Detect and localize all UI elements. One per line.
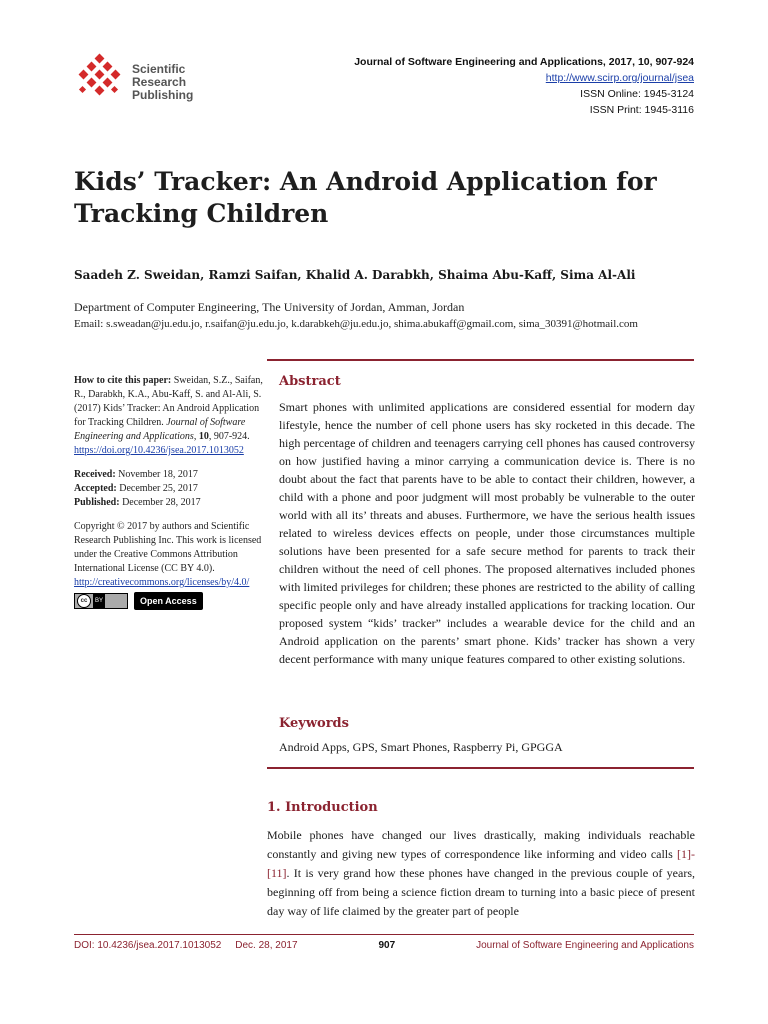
published-date: December 28, 2017 [122, 497, 201, 508]
footer-date: Dec. 28, 2017 [235, 940, 298, 951]
page-number: 907 [378, 940, 396, 951]
footer-doi: DOI: 10.4236/jsea.2017.1013052 [74, 940, 222, 951]
footer-divider [74, 934, 694, 935]
how-to-cite: How to cite this paper: Sweidan, S.Z., Saifan, R., Darabkh, K.A., Abu-Kaff, S. and Al-Ali, S. (2017) Kids’ Tracker: An Android Application for Tracking Children. Journal of Software Engineering and Applications, 10, 907-924. https://doi.org/10.4236/jsea.2017.1013052 [74, 375, 263, 456]
received-date: November 18, 2017 [118, 469, 198, 480]
introduction-heading: 1. Introduction [267, 800, 378, 815]
received-label: Received: [74, 469, 116, 480]
publisher-name [132, 63, 193, 102]
copyright-notice [74, 520, 264, 590]
paper-title-line: Kids’ Tracker: An Android Application for [74, 167, 657, 196]
cc-by-badge[interactable] [74, 593, 128, 609]
copyright-text: Copyright © 2017 by authors and Scientific Research Publishing Inc. This work is licensed under the Creative Commons Attribution International License (CC BY 4.0). [74, 521, 262, 574]
by-icon: BY [93, 593, 105, 609]
abstract-text: Smart phones with unlimited applications are considered essential for modern day lifestyle, hence the number of cell phone users has sky rocketed in this decade. The high percentage of children and teenagers carrying cell phones has caused controversy on how justified having a minor carrying a communication device is. There is no doubt about the fact that parents have to be able to contact their children, however, a child with a phone and poor judgment will most probably be vulnerable to the outer world with all its’ threats and abuses. Furthermore, we have the serious health issues related to wireless devices effects on people, under those circumstances multiple solutions have been presented for a safe secure method for parents to track their children without the need of cell phones. The proposed alternatives included phones with limited privileges for children; these phones are restricted to the ability of calling specific people only and have already installed applications for tracking location. Our proposed system “kids’ tracker” includes a wearable device for the child and an Android application on the parents’ smart phone. Kids’ tracker has shown a very decent performance with many unique features compared to other existing solutions. [279, 400, 695, 666]
license-link[interactable]: http://creativecommons.org/licenses/by/4.0/ [74, 577, 250, 588]
cite-label: How to cite this paper: [74, 375, 172, 386]
cite-text: Sweidan, S.Z., Saifan, R., Darabkh, K.A., Abu-Kaff, S. and Al-Ali, S. (2017) Kids’ Tracker: An Android Application for Tracking Children. [74, 375, 263, 428]
section-divider [267, 767, 694, 769]
keywords-heading: Keywords [279, 716, 349, 731]
doi-link[interactable]: https://doi.org/10.4236/jsea.2017.1013052 [74, 445, 244, 456]
published-label: Published: [74, 497, 120, 508]
cc-icon: cc [77, 594, 91, 608]
journal-header [354, 54, 694, 118]
license-badges [74, 592, 264, 610]
article-info-sidebar [74, 374, 264, 610]
citation-link[interactable]: [1]-[11] [267, 847, 695, 880]
abstract-heading: Abstract [279, 374, 341, 389]
paper-title [74, 166, 674, 230]
accepted-date: December 25, 2017 [119, 483, 198, 494]
publisher-name-line: Research [132, 75, 187, 89]
author-list: Saadeh Z. Sweidan, Ramzi Saifan, Khalid A. Darabkh, Shaima Abu-Kaff, Sima Al-Ali [74, 268, 636, 282]
cite-volume: 10 [198, 431, 209, 442]
author-emails: Email: s.sweadan@ju.edu.jo, r.saifan@ju.edu.jo, k.darabkeh@ju.edu.jo, shima.abukaff@gmail.com, sima_30391@hotmail.com [74, 318, 638, 330]
affiliation: Department of Computer Engineering, The University of Jordan, Amman, Jordan [74, 300, 465, 314]
journal-url[interactable]: http://www.scirp.org/journal/jsea [545, 72, 694, 84]
issn-print: ISSN Print: 1945-3116 [589, 104, 694, 116]
paper-title-line: Tracking Children [74, 199, 329, 228]
issn-online: ISSN Online: 1945-3124 [580, 88, 694, 100]
journal-citation: Journal of Software Engineering and Applications, 2017, 10, 907-924 [354, 56, 694, 68]
cite-journal: Journal of Software Engineering and Applications [74, 417, 246, 442]
footer-doi-date [74, 940, 298, 951]
publisher-name-line: Publishing [132, 88, 194, 102]
page-footer [74, 940, 694, 951]
keywords-text: Android Apps, GPS, Smart Phones, Raspberry Pi, GPGGA [279, 740, 563, 754]
open-access-badge[interactable]: Open Access [134, 592, 203, 610]
accepted-label: Accepted: [74, 483, 117, 494]
section-divider [267, 359, 694, 361]
article-dates [74, 468, 264, 510]
cite-pages: , 907-924. [208, 431, 250, 442]
intro-text-start: Mobile phones have changed our lives drastically, making individuals reachable constantly and giving new types of correspondence like informing and video calls [267, 828, 695, 861]
publisher-name-line: Scientific [132, 62, 186, 76]
intro-text-end: . It is very grand how these phones have changed in the previous couple of years, beginning off from being a science fiction dream to turning into a basic piece of present day way of life claimed by the greater part of people [267, 866, 695, 918]
introduction-text [267, 826, 695, 921]
footer-journal: Journal of Software Engineering and Applications [476, 940, 694, 951]
